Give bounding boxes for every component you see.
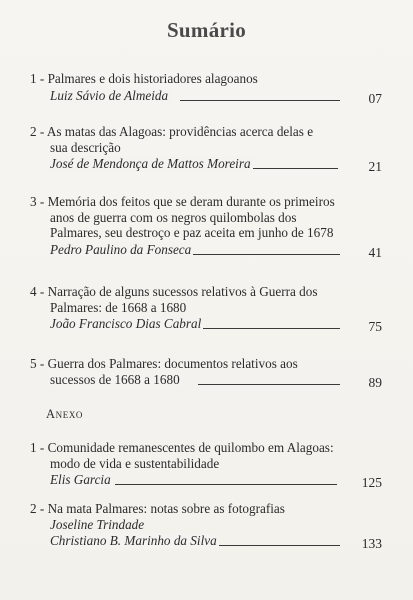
entry-author: José de Mendonça de Mattos Moreira xyxy=(50,156,251,171)
page-title: Sumário xyxy=(166,18,247,42)
toc-entry-4[interactable] xyxy=(30,284,382,333)
author-line xyxy=(30,242,382,259)
entry-author: Elis Garcia xyxy=(50,472,111,487)
entry-page-number: 07 xyxy=(368,90,382,106)
toc-entry-1[interactable] xyxy=(30,71,382,105)
entry-heading: 5 - Guerra dos Palmares: documentos relativos aos xyxy=(30,356,298,371)
leader-rule xyxy=(200,328,340,329)
annex-entry-1[interactable] xyxy=(30,440,382,489)
leader-rule xyxy=(212,545,340,546)
entry-heading: 3 - Memória dos feitos que se deram durante os primeiros xyxy=(30,194,335,209)
leader-rule xyxy=(180,100,340,101)
entry-page-number: 89 xyxy=(368,374,382,390)
entry-heading-continuation: sua descrição xyxy=(50,139,121,155)
author-line xyxy=(30,316,382,333)
author-line xyxy=(30,533,382,550)
entry-page-number: 21 xyxy=(368,159,382,174)
author-line xyxy=(30,472,382,489)
entry-heading-continuation: modo de vida e sustentabilidade xyxy=(50,455,220,471)
entry-heading-continuation: sucessos de 1668 a 1680 xyxy=(50,371,180,387)
entry-heading: 1 - Comunidade remanescentes de quilombo em Alagoas: xyxy=(30,440,334,455)
entry-heading: 2 - Na mata Palmares: notas sobre as fotografias xyxy=(30,501,285,516)
entry-author: Pedro Paulino da Fonseca xyxy=(50,241,192,257)
entry-heading: 1 - Palmares e dois historiadores alagoanos xyxy=(30,71,258,86)
entry-author: Luiz Sávio de Almeida xyxy=(50,87,169,103)
leader-rule xyxy=(190,254,340,255)
toc-entry-3[interactable] xyxy=(30,194,382,259)
leader-rule xyxy=(115,484,337,485)
annex-entry-2[interactable] xyxy=(30,501,382,550)
entry-heading: 4 - Narração de alguns sucessos relativos à Guerra dos xyxy=(30,284,318,299)
annex-label: Anexo xyxy=(46,407,84,421)
entry-heading: 2 - As matas das Alagoas: providências acerca delas e xyxy=(30,124,314,139)
author-line xyxy=(30,156,382,173)
entry-heading-continuation: Palmares, seu destroço e paz aceita em junho de 1678 xyxy=(50,225,334,240)
entry-author: João Francisco Dias Cabral xyxy=(50,316,202,331)
author-line xyxy=(30,88,382,105)
author-line xyxy=(30,372,382,389)
leader-rule xyxy=(240,168,338,169)
toc-entry-5[interactable] xyxy=(30,356,382,389)
entry-page-number: 125 xyxy=(361,475,382,490)
leader-rule xyxy=(198,384,340,385)
toc-entry-2[interactable] xyxy=(30,124,382,173)
entry-page-number: 41 xyxy=(368,244,382,260)
entry-author: Joseline Trindade xyxy=(50,516,145,532)
entry-author: Christiano B. Marinho da Silva xyxy=(50,533,217,548)
entry-page-number: 75 xyxy=(368,319,382,334)
entry-page-number: 133 xyxy=(361,536,382,551)
entry-heading-continuation: Palmares: de 1668 a 1680 xyxy=(50,299,187,315)
entry-heading-continuation: anos de guerra com os negros quilombolas dos xyxy=(50,209,297,225)
